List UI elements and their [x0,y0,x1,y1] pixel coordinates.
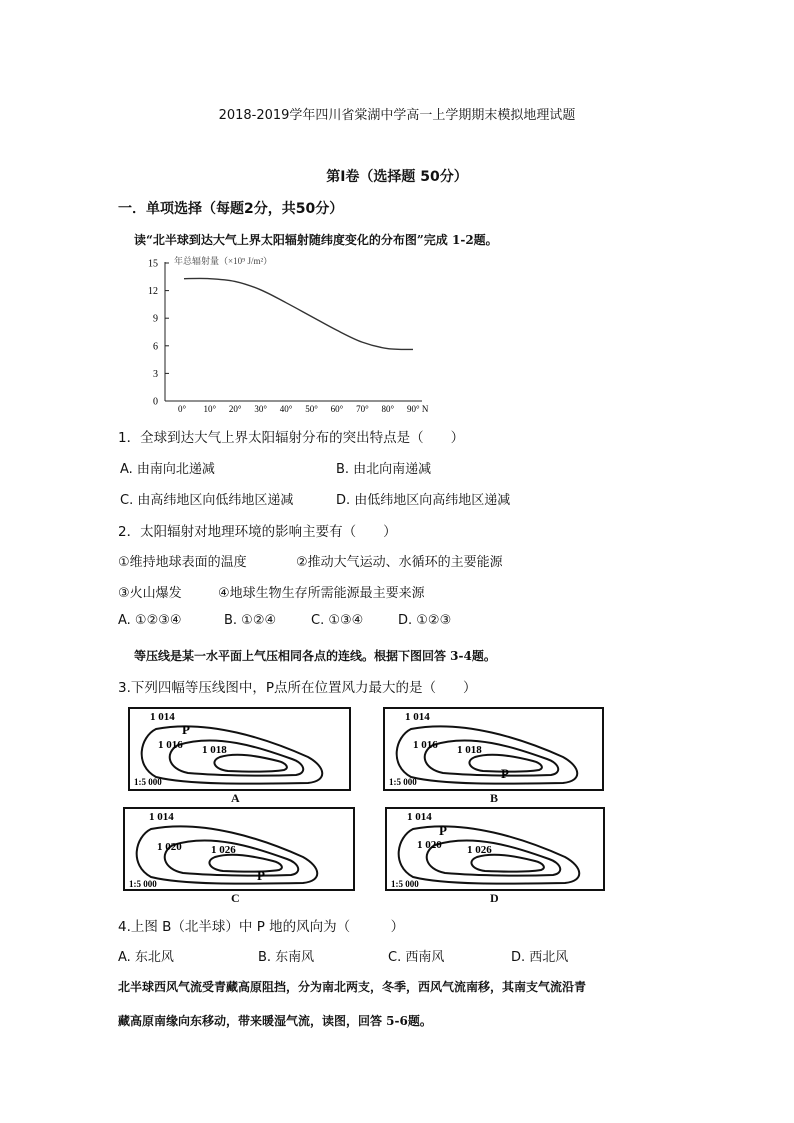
q4-option-b: B. 东南风 [258,950,315,965]
map-c-label: C [231,891,240,905]
map-b-label: B [490,791,499,805]
intro-questions-5-6-line2: 藏高原南缘向东移动，带来暖湿气流，读图，回答 5-6题。 [118,1014,432,1028]
q1-option-b: B. 由北向南递减 [336,462,432,477]
isobar-label-outer: 1 014 [149,811,174,823]
q2-item-4: ④地球生物生存所需能源最主要来源 [218,586,425,601]
intro-questions-3-4: 等压线是某一水平面上气压相同各点的连线。根据下图回答 3-4题。 [134,649,496,663]
x-tick-label: 0° [178,404,187,414]
intro-questions-5-6-line1: 北半球西风气流受青藏高原阻挡，分为南北两支，冬季，西风气流南移，其南支气流沿青 [118,980,587,994]
part-title: 一．单项选择（每题2分，共50分） [118,201,344,217]
isobar-label-outer: 1 014 [150,711,175,723]
q1-option-c: C. 由高纬地区向低纬地区递减 [120,493,294,508]
isobar-label-middle: 1 020 [157,841,182,853]
document-title: 2018-2019学年四川省棠湖中学高一上学期期末模拟地理试题 [218,108,576,123]
isobar-label-inner: 1 026 [467,844,492,856]
isobar-label-inner: 1 018 [202,744,227,756]
isobar-map-a [128,707,351,791]
isobar-label-inner: 1 018 [457,744,482,756]
x-tick-label: 70° [356,404,369,414]
x-tick-label: 60° [330,404,344,414]
q2-option-b: B. ①②④ [224,613,277,628]
isobar-label-middle: 1 016 [158,739,183,751]
x-tick-label: 90° N [407,404,429,414]
isobar-label-outer: 1 014 [407,811,432,823]
map-scale: 1:5 000 [391,879,419,889]
map-d-label: D [490,891,499,905]
point-p-label: P [501,766,509,781]
y-tick-label: 6 [153,341,158,353]
q4-stem: 4.上图 B（北半球）中 P 地的风向为（ ） [118,919,405,935]
point-p-label: P [439,823,447,838]
q2-stem: 2．太阳辐射对地理环境的影响主要有（ ） [118,524,397,540]
y-tick-label: 0 [153,396,158,408]
x-tick-label: 80° [381,404,395,414]
y-tick-label: 12 [148,286,158,298]
intro-questions-1-2: 读“北半球到达大气上界太阳辐射随纬度变化的分布图”完成 1-2题。 [134,233,498,247]
q2-item-1: ①维持地球表面的温度 [118,555,247,570]
isobar-label-outer: 1 014 [405,711,430,723]
x-tick-label: 20° [228,404,242,414]
q2-item-3: ③火山爆发 [118,586,182,601]
q4-option-c: C. 西南风 [388,950,445,965]
isobar-map-c [123,807,355,891]
isobar-label-inner: 1 026 [211,844,236,856]
map-a-label: A [231,791,240,805]
y-tick-label: 15 [148,258,158,270]
map-scale: 1:5 000 [129,879,157,889]
isobar-label-middle: 1 020 [417,839,442,851]
q2-option-c: C. ①③④ [311,613,364,628]
isobar-label-middle: 1 016 [413,739,438,751]
section-title: 第Ⅰ卷（选择题 50分） [326,169,468,185]
q1-option-a: A. 由南向北递减 [120,462,215,477]
x-tick-label: 10° [203,404,217,414]
q2-option-d: D. ①②③ [398,613,452,628]
q4-option-a: A. 东北风 [118,950,174,965]
isobar-map-d [385,807,605,891]
isobar-map-b [383,707,604,791]
radiation-series-line [184,278,413,349]
q4-option-d: D. 西北风 [511,950,569,965]
q2-item-2: ②推动大气运动、水循环的主要能源 [296,555,503,570]
q2-option-a: A. ①②③④ [118,613,182,628]
map-scale: 1:5 000 [389,777,417,787]
x-tick-label: 30° [254,404,267,414]
y-tick-label: 9 [153,313,158,325]
x-tick-label: 40° [279,404,293,414]
chart-title: 年总辐射量（×10⁹ J/m²） [174,256,273,266]
q1-stem: 1．全球到达大气上界太阳辐射分布的突出特点是（ ） [118,430,465,446]
point-p-label: P [257,868,265,883]
map-scale: 1:5 000 [134,777,162,787]
q3-stem: 3.下列四幅等压线图中，P点所在位置风力最大的是（ ） [118,680,477,696]
radiation-chart [130,252,430,418]
q1-option-d: D. 由低纬地区向高纬地区递减 [336,493,511,508]
point-p-label: P [182,722,190,737]
x-tick-label: 50° [305,404,318,414]
y-tick-label: 3 [153,368,158,380]
